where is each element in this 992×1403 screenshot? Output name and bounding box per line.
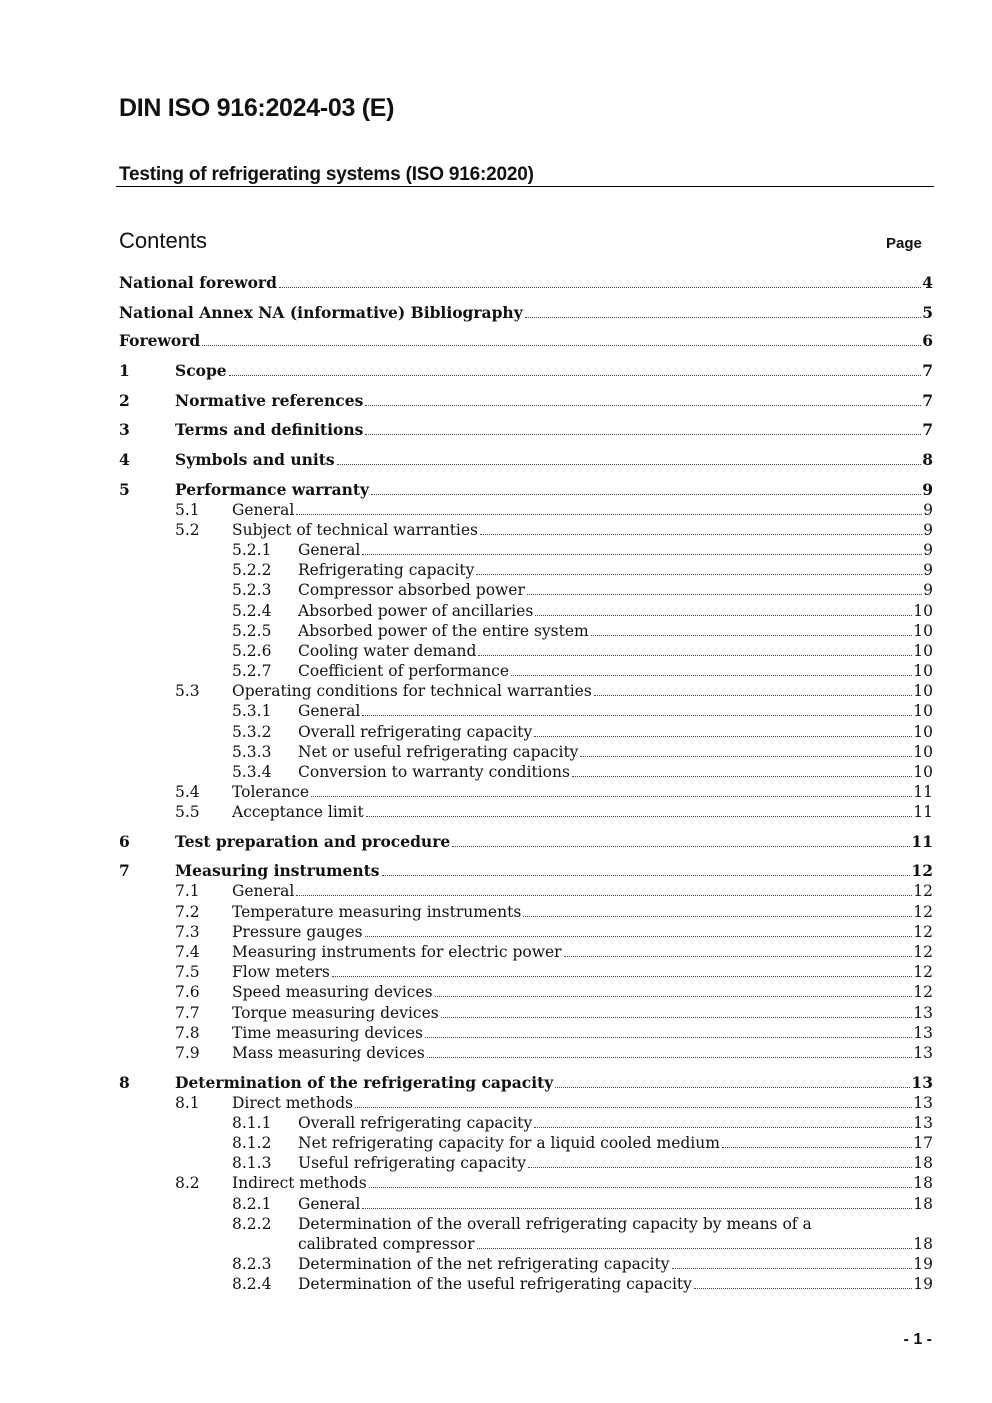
toc-entry[interactable] <box>119 480 933 500</box>
toc-leader-dots <box>332 962 912 977</box>
toc-leader-dots <box>382 861 911 876</box>
toc-entry-page: 9 <box>923 541 933 559</box>
toc-entry-number: 5.3 <box>175 682 200 700</box>
toc-entry-leader <box>175 832 933 852</box>
toc-entry-number: 6 <box>119 832 130 851</box>
toc-entry[interactable] <box>119 661 933 681</box>
toc-entry-leader <box>232 681 933 701</box>
toc-entry-leader <box>232 802 933 822</box>
toc-entry-title: Temperature measuring instruments <box>232 903 522 921</box>
toc-entry-leader <box>119 303 933 323</box>
toc-entry[interactable] <box>119 1023 933 1043</box>
toc-entry-title: Cooling water demand <box>298 642 477 660</box>
toc-entry-page: 12 <box>911 861 933 880</box>
toc-leader-dots <box>355 1093 912 1108</box>
toc-entry-title: Performance warranty <box>175 480 370 499</box>
toc-leader-dots <box>523 902 912 917</box>
toc-entry-title: General <box>298 541 361 559</box>
toc-entry-title: Torque measuring devices <box>232 1004 439 1022</box>
toc-entry-title: Subject of technical warranties <box>232 521 479 539</box>
toc-entry-title: Test preparation and procedure <box>175 832 451 851</box>
toc-entry[interactable] <box>119 962 933 982</box>
toc-entry[interactable] <box>119 942 933 962</box>
toc-entry-number: 5.3.1 <box>232 702 272 720</box>
toc-entry-leader <box>232 500 933 520</box>
toc-entry-page: 17 <box>913 1134 933 1152</box>
toc-entry-page: 19 <box>913 1255 933 1273</box>
toc-leader-dots <box>594 681 912 696</box>
toc-entry-title: Mass measuring devices <box>232 1044 425 1062</box>
toc-entry-leader <box>298 1274 933 1294</box>
toc-entry[interactable] <box>119 601 933 621</box>
toc-entry[interactable] <box>119 1234 933 1254</box>
toc-entry[interactable] <box>119 560 933 580</box>
toc-entry-title: Flow meters <box>232 963 330 981</box>
toc-entry-leader <box>232 922 933 942</box>
toc-entry-page: 5 <box>922 303 933 322</box>
toc-entry[interactable] <box>119 1173 933 1193</box>
toc-entry-leader <box>298 762 933 782</box>
toc-entry-leader <box>298 742 933 762</box>
toc-entry-leader <box>298 722 933 742</box>
toc-entry-title: General <box>298 1195 361 1213</box>
toc-entry[interactable] <box>119 520 933 540</box>
toc-entry-page: 7 <box>922 361 933 380</box>
toc-entry-page: 18 <box>913 1154 933 1172</box>
toc-leader-dots <box>311 782 912 797</box>
toc-leader-dots <box>580 742 912 757</box>
toc-leader-dots <box>534 1113 912 1128</box>
toc-entry-leader <box>298 1133 933 1153</box>
toc-leader-dots <box>534 722 912 737</box>
toc-entry[interactable] <box>119 832 933 852</box>
toc-leader-dots <box>564 942 913 957</box>
toc-entry-number: 8.2.4 <box>232 1275 272 1293</box>
toc-entry-title: Overall refrigerating capacity <box>298 1114 533 1132</box>
toc-entry-title: Absorbed power of the entire system <box>298 622 589 640</box>
toc-entry-page: 18 <box>913 1235 933 1253</box>
toc-leader-dots <box>480 520 922 535</box>
toc-entry-page: 7 <box>922 420 933 439</box>
toc-entry-number: 8.1 <box>175 1094 200 1112</box>
toc-leader-dots <box>555 1073 910 1088</box>
toc-entry-title: Refrigerating capacity <box>298 561 475 579</box>
toc-entry-page: 9 <box>923 521 933 539</box>
toc-entry-title: Overall refrigerating capacity <box>298 723 533 741</box>
toc-entry-page: 10 <box>913 743 933 761</box>
toc-leader-dots <box>337 450 922 465</box>
toc-entry-leader <box>232 982 933 1002</box>
toc-entry-leader <box>232 1093 933 1113</box>
toc-entry-leader <box>232 942 933 962</box>
toc-entry-title: Operating conditions for technical warranties <box>232 682 592 700</box>
toc-entry-leader <box>298 1113 933 1133</box>
toc-entry-page: 9 <box>923 501 933 519</box>
toc-leader-dots <box>296 500 922 515</box>
toc-entry-number: 7.5 <box>175 963 200 981</box>
toc-entry-leader <box>175 391 933 411</box>
toc-entry-number: 7.6 <box>175 983 200 1001</box>
toc-entry-page: 11 <box>913 803 933 821</box>
toc-leader-dots <box>366 802 913 817</box>
toc-entry-title: Speed measuring devices <box>232 983 433 1001</box>
toc-entry-number: 5.2 <box>175 521 200 539</box>
toc-entry-page: 10 <box>913 682 933 700</box>
toc-entry-page: 12 <box>913 923 933 941</box>
toc-entry-leader <box>232 1023 933 1043</box>
toc-entry-leader <box>232 881 933 901</box>
toc-entry-number: 5.2.7 <box>232 662 272 680</box>
toc-entry-title: Tolerance <box>232 783 310 801</box>
toc-leader-dots <box>694 1274 912 1289</box>
toc-entry-page: 13 <box>911 1073 933 1092</box>
toc-entry-number: 5.4 <box>175 783 200 801</box>
toc-entry[interactable] <box>119 361 933 381</box>
toc-leader-dots <box>296 881 912 896</box>
title-rule <box>116 186 934 187</box>
toc-entry[interactable] <box>119 922 933 942</box>
toc-leader-dots <box>722 1133 912 1148</box>
toc-leader-dots <box>371 480 921 495</box>
toc-leader-dots <box>511 661 912 676</box>
toc-entry-page: 12 <box>913 963 933 981</box>
toc-entry[interactable] <box>119 1254 933 1274</box>
toc-leader-dots <box>572 762 912 777</box>
toc-entry-page: 11 <box>911 832 933 851</box>
toc-entry-title: Net or useful refrigerating capacity <box>298 743 579 761</box>
toc-leader-dots <box>365 922 913 937</box>
toc-entry-leader <box>175 420 933 440</box>
toc-entry-title: Measuring instruments for electric power <box>232 943 562 961</box>
toc-leader-dots <box>365 391 921 406</box>
toc-entry[interactable] <box>119 782 933 802</box>
toc-entry-leader <box>298 661 933 681</box>
toc-entry-leader <box>232 782 933 802</box>
toc-entry-leader <box>175 480 933 500</box>
toc-entry-page: 12 <box>913 943 933 961</box>
toc-entry-page: 13 <box>913 1004 933 1022</box>
toc-leader-dots <box>362 1194 912 1209</box>
toc-leader-dots <box>427 1043 912 1058</box>
toc-entry-title: Measuring instruments <box>175 861 380 880</box>
toc-entry-title: Absorbed power of ancillaries <box>298 602 534 620</box>
toc-entry-title: Useful refrigerating capacity <box>298 1154 526 1172</box>
toc-entry-number: 5 <box>119 480 130 499</box>
toc-entry-number: 5.3.3 <box>232 743 272 761</box>
toc-entry-number: 5.3.4 <box>232 763 272 781</box>
toc-entry-leader <box>298 560 933 580</box>
toc-entry[interactable] <box>119 1214 933 1234</box>
toc-entry-page: 13 <box>913 1094 933 1112</box>
toc-entry-leader <box>298 540 933 560</box>
toc-entry-page: 7 <box>922 391 933 410</box>
toc-entry-title: National foreword <box>119 273 277 292</box>
toc-leader-dots <box>435 982 913 997</box>
page-number: - 1 - <box>903 1331 932 1348</box>
toc-entry[interactable] <box>119 500 933 520</box>
toc-entry-page: 9 <box>923 581 933 599</box>
toc-entry[interactable] <box>119 580 933 600</box>
toc-entry-title: Determination of the refrigerating capacity <box>175 1073 554 1092</box>
page-column-label: Page <box>886 235 922 252</box>
toc-entry-number: 5.2.3 <box>232 581 272 599</box>
toc-entry-page: 10 <box>913 763 933 781</box>
toc-entry-leader <box>298 621 933 641</box>
toc-entry-leader <box>232 1173 933 1193</box>
toc-entry-number: 5.2.2 <box>232 561 272 579</box>
toc-entry-title: General <box>298 702 361 720</box>
toc-entry[interactable] <box>119 450 933 470</box>
toc-entry-page: 10 <box>913 662 933 680</box>
toc-entry-leader <box>232 1043 933 1063</box>
toc-entry-number: 8.1.2 <box>232 1134 272 1152</box>
toc-entry-title: Net refrigerating capacity for a liquid cooled medium <box>298 1134 720 1152</box>
toc-entry-page: 4 <box>922 273 933 292</box>
toc-entry-leader <box>119 331 933 351</box>
toc-entry[interactable] <box>119 762 933 782</box>
toc-entry-leader <box>298 701 933 721</box>
toc-entry-number: 8.2.1 <box>232 1195 272 1213</box>
toc-leader-dots <box>362 540 922 555</box>
toc-entry-number: 7.7 <box>175 1004 200 1022</box>
toc-entry[interactable] <box>119 722 933 742</box>
toc-entry-leader <box>298 641 933 661</box>
toc-entry-title: Scope <box>175 361 227 380</box>
toc-entry[interactable] <box>119 420 933 440</box>
toc-entry-leader <box>298 1214 933 1234</box>
toc-entry-leader <box>232 1003 933 1023</box>
toc-leader-dots <box>476 560 922 575</box>
toc-leader-dots <box>525 303 921 318</box>
toc-leader-dots <box>477 1234 913 1249</box>
toc-entry-title: General <box>232 501 295 519</box>
toc-entry-page: 13 <box>913 1044 933 1062</box>
toc-entry[interactable] <box>119 881 933 901</box>
toc-entry-title: Direct methods <box>232 1094 354 1112</box>
toc-entry-title: Compressor absorbed power <box>298 581 525 599</box>
toc-entry-leader <box>232 902 933 922</box>
toc-entry-page: 10 <box>913 642 933 660</box>
toc-entry-page: 9 <box>923 561 933 579</box>
toc-entry-title: National Annex NA (informative) Bibliography <box>119 303 523 322</box>
toc-entry[interactable] <box>119 1274 933 1294</box>
toc-entry-number: 5.3.2 <box>232 723 272 741</box>
toc-entry-leader <box>232 962 933 982</box>
toc-entry[interactable] <box>119 331 933 351</box>
toc-entry-page: 12 <box>913 903 933 921</box>
toc-entry-page: 10 <box>913 622 933 640</box>
toc-entry-leader <box>119 273 933 293</box>
toc-entry-number: 8.2.2 <box>232 1215 272 1233</box>
toc-entry-title: Conversion to warranty conditions <box>298 763 570 781</box>
toc-entry[interactable] <box>119 1043 933 1063</box>
toc-entry-title: Time measuring devices <box>232 1024 423 1042</box>
toc-entry[interactable] <box>119 1133 933 1153</box>
toc-entry-title: Foreword <box>119 331 201 350</box>
toc-entry-page: 9 <box>922 480 933 499</box>
toc-entry-title: Symbols and units <box>175 450 335 469</box>
toc-entry-leader <box>298 1194 933 1214</box>
toc-entry-page: 10 <box>913 602 933 620</box>
toc-leader-dots <box>279 273 921 288</box>
toc-entry-page: 11 <box>913 783 933 801</box>
toc-entry-page: 13 <box>913 1114 933 1132</box>
toc-entry-number: 4 <box>119 450 130 469</box>
toc-entry-number: 7.8 <box>175 1024 200 1042</box>
toc-entry-title: Determination of the net refrigerating capacity <box>298 1255 670 1273</box>
toc-entry-title: Indirect methods <box>232 1174 367 1192</box>
document-subtitle: Testing of refrigerating systems (ISO 916:2020) <box>119 164 534 185</box>
toc-leader-dots <box>229 361 922 376</box>
toc-entry-leader <box>175 861 933 881</box>
toc-entry[interactable] <box>119 701 933 721</box>
toc-entry-number: 8.1.3 <box>232 1154 272 1172</box>
toc-entry-number: 8.2.3 <box>232 1255 272 1273</box>
toc-entry[interactable] <box>119 641 933 661</box>
toc-leader-dots <box>425 1023 912 1038</box>
toc-entry[interactable] <box>119 1093 933 1113</box>
toc-leader-dots <box>528 1153 912 1168</box>
toc-entry[interactable] <box>119 902 933 922</box>
toc-entry[interactable] <box>119 742 933 762</box>
toc-leader-dots <box>362 701 912 716</box>
toc-entry-number: 8 <box>119 1073 130 1092</box>
toc-entry-number: 5.5 <box>175 803 200 821</box>
toc-entry-page: 18 <box>913 1195 933 1213</box>
toc-entry-page: 10 <box>913 702 933 720</box>
toc-leader-dots <box>527 580 922 595</box>
toc-entry-number: 2 <box>119 391 130 410</box>
toc-leader-dots <box>202 331 921 346</box>
toc-entry-leader <box>298 1153 933 1173</box>
toc-entry-number: 5.2.4 <box>232 602 272 620</box>
toc-entry-number: 7.3 <box>175 923 200 941</box>
toc-entry[interactable] <box>119 802 933 822</box>
toc-entry-number: 1 <box>119 361 130 380</box>
toc-leader-dots <box>441 1003 913 1018</box>
toc-entry-leader <box>298 601 933 621</box>
toc-entry-leader <box>175 1073 933 1093</box>
toc-entry[interactable] <box>119 861 933 881</box>
toc-entry[interactable] <box>119 1003 933 1023</box>
toc-entry-title: calibrated compressor <box>298 1235 475 1253</box>
toc-entry-number: 7.9 <box>175 1044 200 1062</box>
toc-entry-title: Determination of the overall refrigerating capacity by means of a <box>298 1215 812 1233</box>
toc-entry-number: 5.2.1 <box>232 541 272 559</box>
toc-entry-leader <box>298 580 933 600</box>
toc-entry-number: 5.1 <box>175 501 200 519</box>
toc-entry-number: 5.2.6 <box>232 642 272 660</box>
toc-entry-page: 19 <box>913 1275 933 1293</box>
toc-entry-leader <box>175 450 933 470</box>
toc-leader-dots <box>452 832 910 847</box>
toc-entry-page: 8 <box>922 450 933 469</box>
toc-entry-leader <box>298 1234 933 1254</box>
toc-entry-title: Coefficient of performance <box>298 662 510 680</box>
toc-entry[interactable] <box>119 1113 933 1133</box>
toc-entry-page: 12 <box>913 882 933 900</box>
toc-leader-dots <box>672 1254 913 1269</box>
toc-entry[interactable] <box>119 982 933 1002</box>
toc-entry[interactable] <box>119 273 933 293</box>
toc-entry-title: Normative references <box>175 391 364 410</box>
toc-entry[interactable] <box>119 540 933 560</box>
toc-entry-number: 7.1 <box>175 882 200 900</box>
toc-entry-leader <box>232 520 933 540</box>
toc-entry-page: 6 <box>922 331 933 350</box>
toc-entry-title: Determination of the useful refrigerating capacity <box>298 1275 692 1293</box>
toc-entry-leader <box>175 361 933 381</box>
contents-heading: Contents <box>119 228 208 253</box>
toc-leader-dots <box>365 420 921 435</box>
toc-entry-number: 7.2 <box>175 903 200 921</box>
toc-leader-dots <box>369 1173 913 1188</box>
toc-entry-title: Pressure gauges <box>232 923 363 941</box>
toc-entry-leader <box>298 1254 933 1274</box>
toc-entry-title: General <box>232 882 295 900</box>
toc-entry-page: 13 <box>913 1024 933 1042</box>
toc-entry-page: 10 <box>913 723 933 741</box>
toc-leader-dots <box>478 641 912 656</box>
toc-entry-number: 8.2 <box>175 1174 200 1192</box>
toc-entry-number: 8.1.1 <box>232 1114 272 1132</box>
toc-leader-dots <box>535 601 912 616</box>
toc-entry[interactable] <box>119 681 933 701</box>
toc-entry-number: 5.2.5 <box>232 622 272 640</box>
toc-entry-number: 7.4 <box>175 943 200 961</box>
toc-entry[interactable] <box>119 1194 933 1214</box>
toc-entry[interactable] <box>119 621 933 641</box>
toc-entry-number: 3 <box>119 420 130 439</box>
toc-leader-dots <box>591 621 913 636</box>
toc-entry[interactable] <box>119 303 933 323</box>
toc-entry[interactable] <box>119 1153 933 1173</box>
toc-entry-title: Terms and definitions <box>175 420 364 439</box>
toc-entry[interactable] <box>119 391 933 411</box>
toc-entry-page: 12 <box>913 983 933 1001</box>
document-title: DIN ISO 916:2024-03 (E) <box>119 94 395 122</box>
toc-entry-number: 7 <box>119 861 130 880</box>
toc-entry-title: Acceptance limit <box>232 803 364 821</box>
toc-entry[interactable] <box>119 1073 933 1093</box>
toc-entry-page: 18 <box>913 1174 933 1192</box>
